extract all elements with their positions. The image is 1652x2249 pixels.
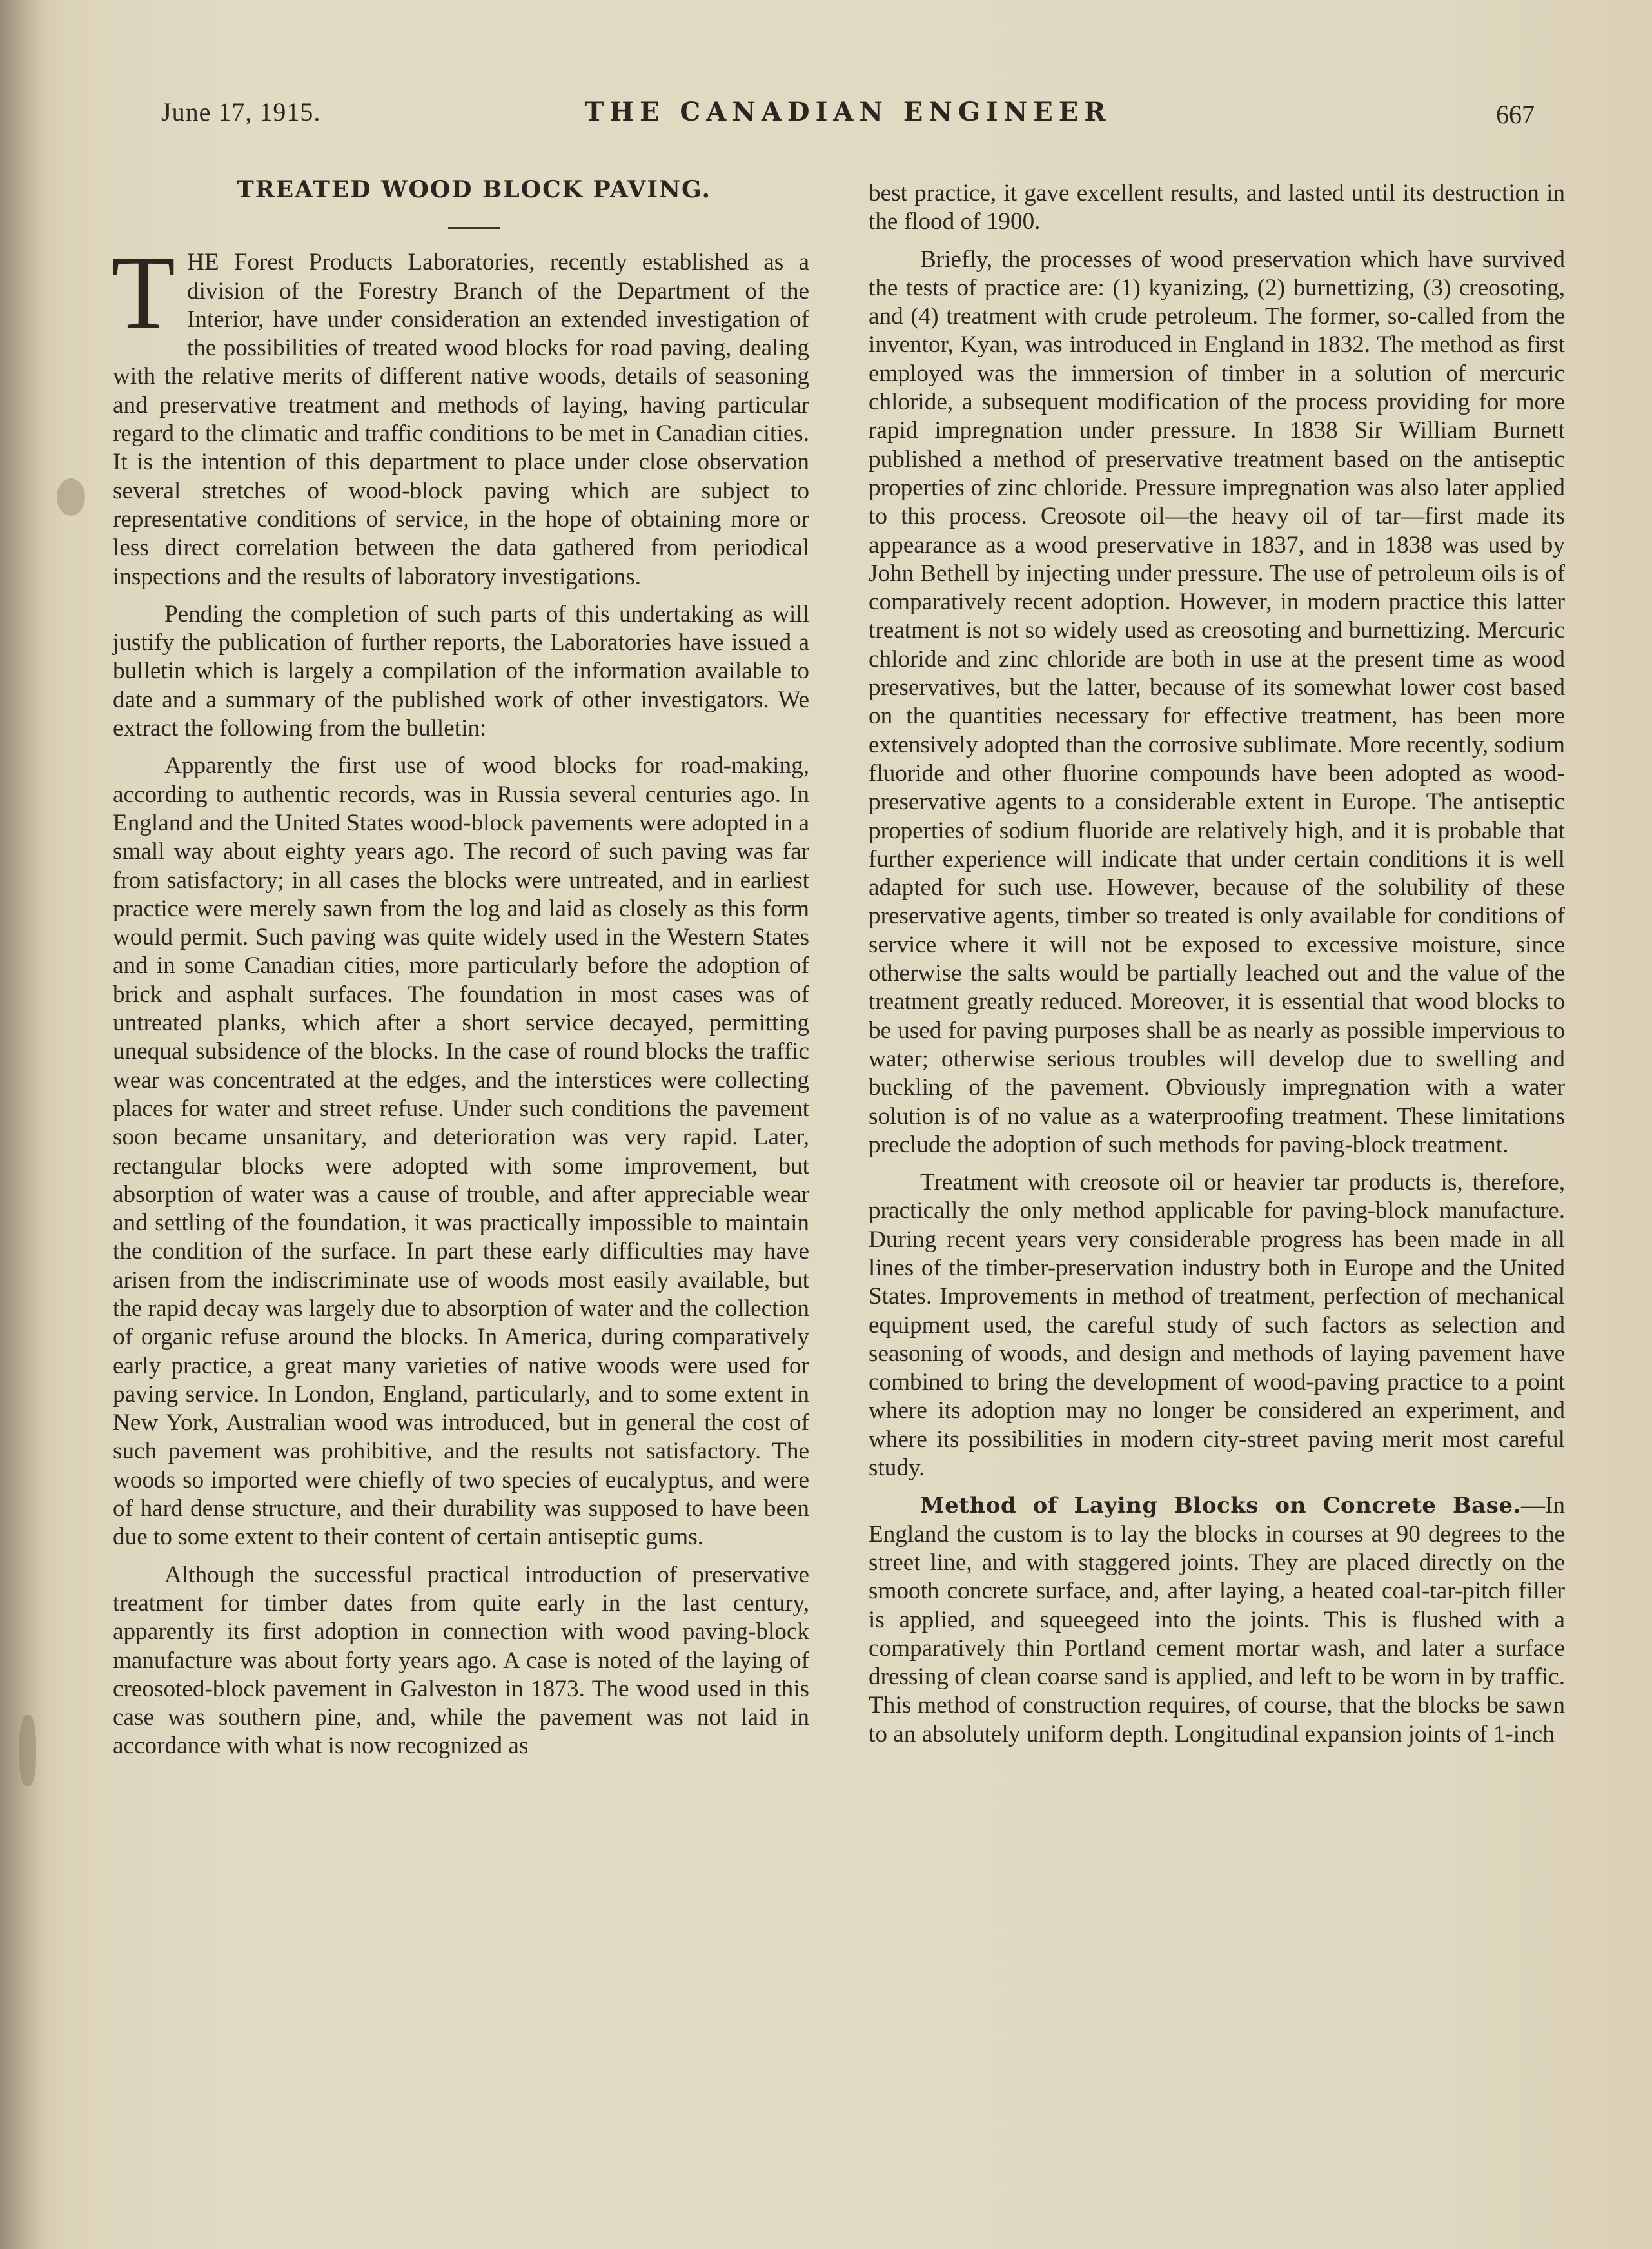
article-title: TREATED WOOD BLOCK PAVING. [237,176,711,203]
publication-title: THE CANADIAN ENGINEER [584,97,1112,127]
paragraph-method [869,1491,1565,1749]
binding-shadow [0,0,45,2249]
page-number: 667 [1496,100,1535,129]
section-subhead: Method of Laying Blocks on Concrete Base. [920,1493,1521,1519]
paragraph: Briefly, the processes of wood preservation which have survived the tests of practice are: (1) kyanizing, (2) burnettizing, (3) creosoting, and (4) treatment with crude petroleum. The former, so-called from the inventor, Kyan, was introduced in England in 1832. The method as first employed was the immersion of timber in a solution of mercuric chloride, a subsequent modification of the process providing for more rapid impregnation under pressure. In 1838 Sir William Burnett published a method of preservative treatment based on the antiseptic properties of zinc chloride. Pressure impregnation was also later applied to this process. Creosote oil—the heavy oil of tar—first made its appearance as a wood preservative in 1837, and in 1838 was used by John Bethell by injecting under pressure. The use of petroleum oils is of comparatively recent adoption. However, in modern practice this latter treatment is not so widely used as creosoting and burnettizing. Mercuric chloride and zinc chloride are both in use at the present time as wood preservatives, but the latter, because of its somewhat lower cost based on the quantities necessary for effective treatment, has been more extensively adopted than the corrosive sublimate. More recently, sodium fluoride and other fluorine compounds have been adopted as wood-preservative agents to a considerable extent in Europe. The antiseptic properties of sodium fluoride are relatively high, and it is probable that further experience will indicate that under certain conditions it is well adapted for such use. However, because of the solubility of these preservative agents, timber so treated is only available for conditions of service where it will not be exposed to excessive moisture, since otherwise the salts would be partially leached out and the value of the treatment greatly reduced. Moreover, it is essential that wood blocks to be used for paving purposes shall be as nearly as possible impervious to water; otherwise serious troubles will develop due to swelling and buckling of the pavement. Obviously impregnation with a water solution is of no value as a waterproofing treatment. These limitations preclude the adoption of such methods for paving-block treatment. [869,246,1565,1158]
title-rule [448,227,500,229]
right-column [869,179,1565,1758]
paper-stain [57,478,85,516]
issue-date: June 17, 1915. [161,97,321,126]
running-header [161,97,1535,148]
paragraph-continued: best practice, it gave excellent results, and lasted until its destruction in the flood of 1900. [869,180,1565,235]
paragraph-intro [112,235,809,591]
paper-stain [19,1715,36,1786]
paragraph: Apparently the first use of wood blocks for road-making, according to authentic records, was in Russia several centuries ago. In England and the United States wood-block pavements were adopted in a small way about eighty years ago. The record of such paving was far from satisfactory; in all cases the blocks were untreated, and in earliest practice were merely sawn from the log and laid as closely as this form would permit. Such paving was quite widely used in the Western States and in some Canadian cities, more particularly before the adoption of brick and asphalt surfaces. The foundation in most cases was of untreated planks, which after a short service decayed, permitting unequal subsidence of the blocks. In the case of round blocks the traffic wear was concentrated at the edges, and the interstices were collecting places for water and street refuse. Under such conditions the pavement soon became unsanitary, and deterioration was very rapid. Later, rectangular blocks were adopted with some improvement, but absorption of water was a cause of trouble, and after appreciable wear and settling of the foundation, it was practically impossible to maintain the condition of the surface. In part these early difficulties may have arisen from the indiscriminate use of woods most easily available, but the rapid decay was largely due to absorption of water and the collection of organic refuse around the blocks. In America, during comparatively early practice, a great many varieties of native woods were used for paving service. In London, England, particularly, and to some extent in New York, Australian wood was introduced, but in general the cost of such pavement was prohibitive, and the results not satisfactory. The woods so imported were chiefly of two species of eucalyptus, and were of hard dense structure, and their durability was supposed to have been due to some extent to their content of certain antiseptic gums. [113,752,809,1551]
drop-cap: T [112,235,175,351]
paragraph: Pending the completion of such parts of this undertaking as will justify the publication of further reports, the Laboratories have issued a bulletin which is largely a compilation of the information available to date and a summary of the published work of other investigators. We extract the following from the bulletin: [113,600,809,742]
paragraph-intro-text: HE Forest Products Laboratories, recently established as a division of the Forestry Branch of the Department of the Interior, have under consideration an extended investigation of the possibilities of treated wood blocks for road paving, dealing with the relative merits of different native woods, details of seasoning and preservative treatment and methods of laying, having particular regard to the climatic and traffic conditions to be met in Canadian cities. It is the intention of this department to place under close observation several stretches of wood-block paving which are subject to representative conditions of service, in the hope of obtaining more or less direct correlation between the data gathered from periodical inspections and the results of laboratory investigations. [113,249,809,590]
paragraph: Although the successful practical introduction of preservative treatment for timber dates from quite early in the last century, apparently its first adoption in connection with wood paving-block manufacture was about forty years ago. A case is noted of the laying of creosoted-block pavement in Galveston in 1873. The wood used in this case was southern pine, and, while the pavement was not laid in accordance with what is now recognized as [113,1561,809,1760]
left-column [113,175,809,1770]
paragraph-method-text: —In England the custom is to lay the blocks in courses at 90 degrees to the street line, and with staggered joints. They are placed directly on the smooth concrete surface, and, after laying, a heated coal-tar-pitch filler is applied, and squeegeed into the joints. This is flushed with a comparatively thin Portland cement mortar wash, and later a surface dressing of clean coarse sand is applied, and left to be worn in by traffic. This method of construction requires, of course, that the blocks be sawn to an absolutely uniform depth. Longitudinal expansion joints of 1-inch [869,1492,1565,1747]
paragraph: Treatment with creosote oil or heavier tar products is, therefore, practically the only method applicable for paving-block manufacture. During recent years very considerable progress has been made in all lines of the timber-preservation industry both in Europe and the United States. Improvements in method of treatment, perfection of mechanical equipment used, the careful study of such factors as selection and seasoning of woods, and design and methods of laying pavement have combined to bring the development of wood-paving practice to a point where its adoption may no longer be considered an experiment, and where its possibilities in modern city-street paving merit most careful study. [869,1169,1565,1482]
